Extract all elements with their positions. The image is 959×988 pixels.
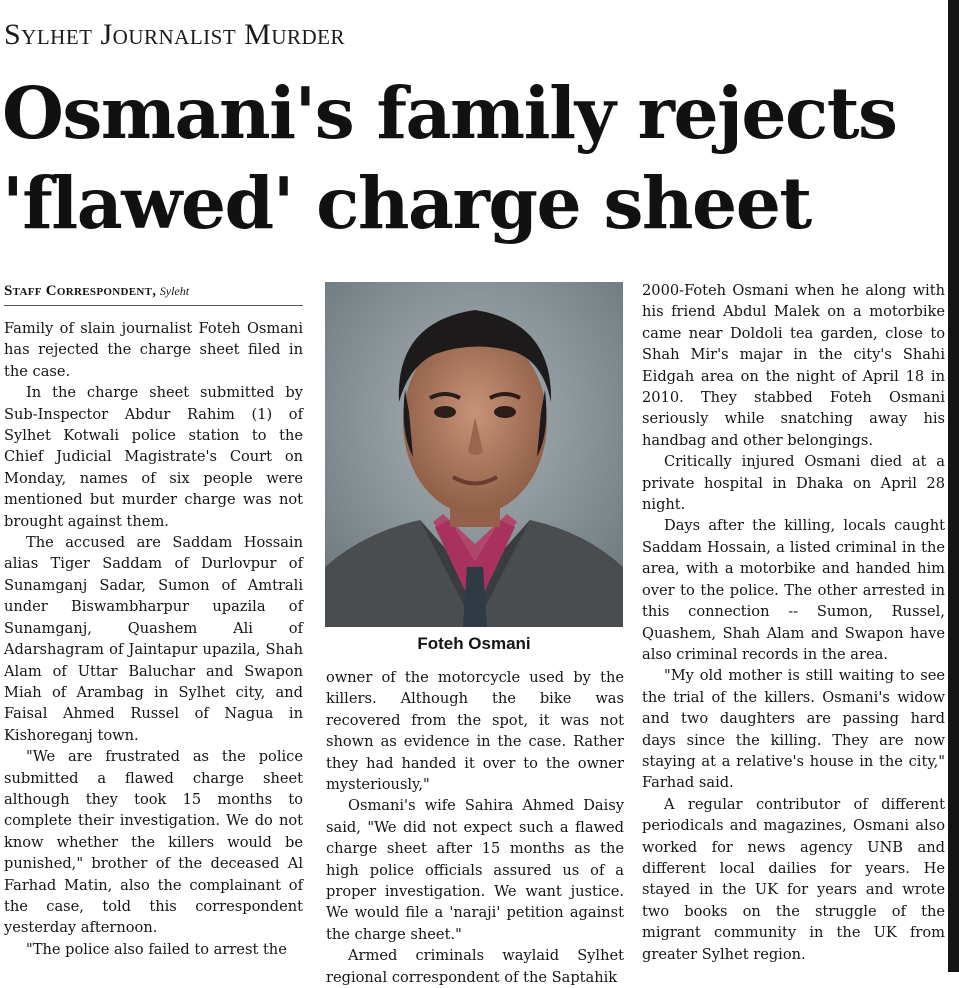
paragraph: Osmani's wife Sahira Ahmed Daisy said, "We did not expect such a flawed charge sheet after 15 months as the high police officials assured us of a proper investigation. We want justice. We would file a 'naraji' petition against the charge sheet." (326, 797, 624, 943)
article-column-1 (4, 318, 303, 960)
article-column-2 (326, 667, 624, 988)
paragraph: In the charge sheet submitted by Sub-Inspector Abdur Rahim (1) of Sylhet Kotwali police station to the Chief Judicial Magistrate's Court on Monday, names of six people were mentioned but murder charge was not brought against them. (4, 384, 303, 530)
paragraph: 2000-Foteh Osmani when he along with his friend Abdul Malek on a motorbike came near Doldoli tea garden, close to Shah Mir's majar in the city's Shahi Eidgah area on the night of April 18 in 2010. They stabbed Foteh Osmani seriously while snatching away his handbag and other belongings. (642, 282, 945, 449)
paragraph: A regular contributor of different periodicals and magazines, Osmani also worked for news agency UNB and different local dailies for years. He stayed in the UK for years and wrote two books on the struggle of the migrant community in the UK from greater Sylhet region. (642, 795, 945, 963)
kicker-label: Sylhet Journalist Murder (4, 18, 346, 51)
portrait-photo (325, 282, 623, 627)
page-edge-bar (948, 0, 959, 972)
photo-caption: Foteh Osmani (417, 634, 531, 653)
paragraph: Critically injured Osmani died at a private hospital in Dhaka on April 28 night. (642, 453, 945, 514)
paragraph: "We are frustrated as the police submitted a flawed charge sheet although they took 15 months to complete their investigation. We do not know whether the killers would be punished," brother of the deceased Al Farhad Matin, also the complainant of the case, told this correspondent yesterday afternoon. (4, 748, 303, 937)
headline-line-2: 'flawed' charge sheet (2, 161, 811, 245)
byline (4, 283, 303, 306)
paragraph: "My old mother is still waiting to see the trial of the killers. Osmani's widow and two daughters are passing hard days since the killing. They are now staying at a relative's house in the city," Farhad said. (642, 667, 945, 792)
paragraph: Days after the killing, locals caught Saddam Hossain, a listed criminal in the area, with a motorbike and handed him over to the police. The other arrested in this connection -- Sumon, Russel, Quashem, Shah Alam and Swapon have also criminal records in the area. (642, 517, 945, 663)
paragraph: Armed criminals waylaid Sylhet regional correspondent of the Saptahik (326, 947, 624, 986)
portrait-illustration (325, 282, 623, 627)
headline-line-1: Osmani's family rejects (2, 71, 897, 155)
byline-place: Syleht (159, 284, 190, 298)
byline-role: Staff Correspondent, (4, 283, 157, 299)
paragraph: Family of slain journalist Foteh Osmani has rejected the charge sheet filed in the case. (4, 320, 303, 380)
paragraph: The accused are Saddam Hossain alias Tiger Saddam of Durlovpur of Sunamganj Sadar, Sumon of Amtrali under Biswambharpur upazila of Sunamganj, Quashem Ali of Adarshagram of Jaintapur upazila, Shah Alam of Uttar Baluchar and Swapon Miah of Arambag in Sylhet city, and Faisal Ahmed Russel of Nagua in Kishoreganj town. (4, 534, 303, 744)
paragraph: owner of the motorcycle used by the killers. Although the bike was recovered from the spot, it was not shown as evidence in the case. Rather they had handed it over to the owner mysteriously," (326, 669, 624, 794)
article-column-3 (642, 280, 945, 965)
headline (2, 68, 947, 248)
paragraph: "The police also failed to arrest the (26, 940, 287, 958)
